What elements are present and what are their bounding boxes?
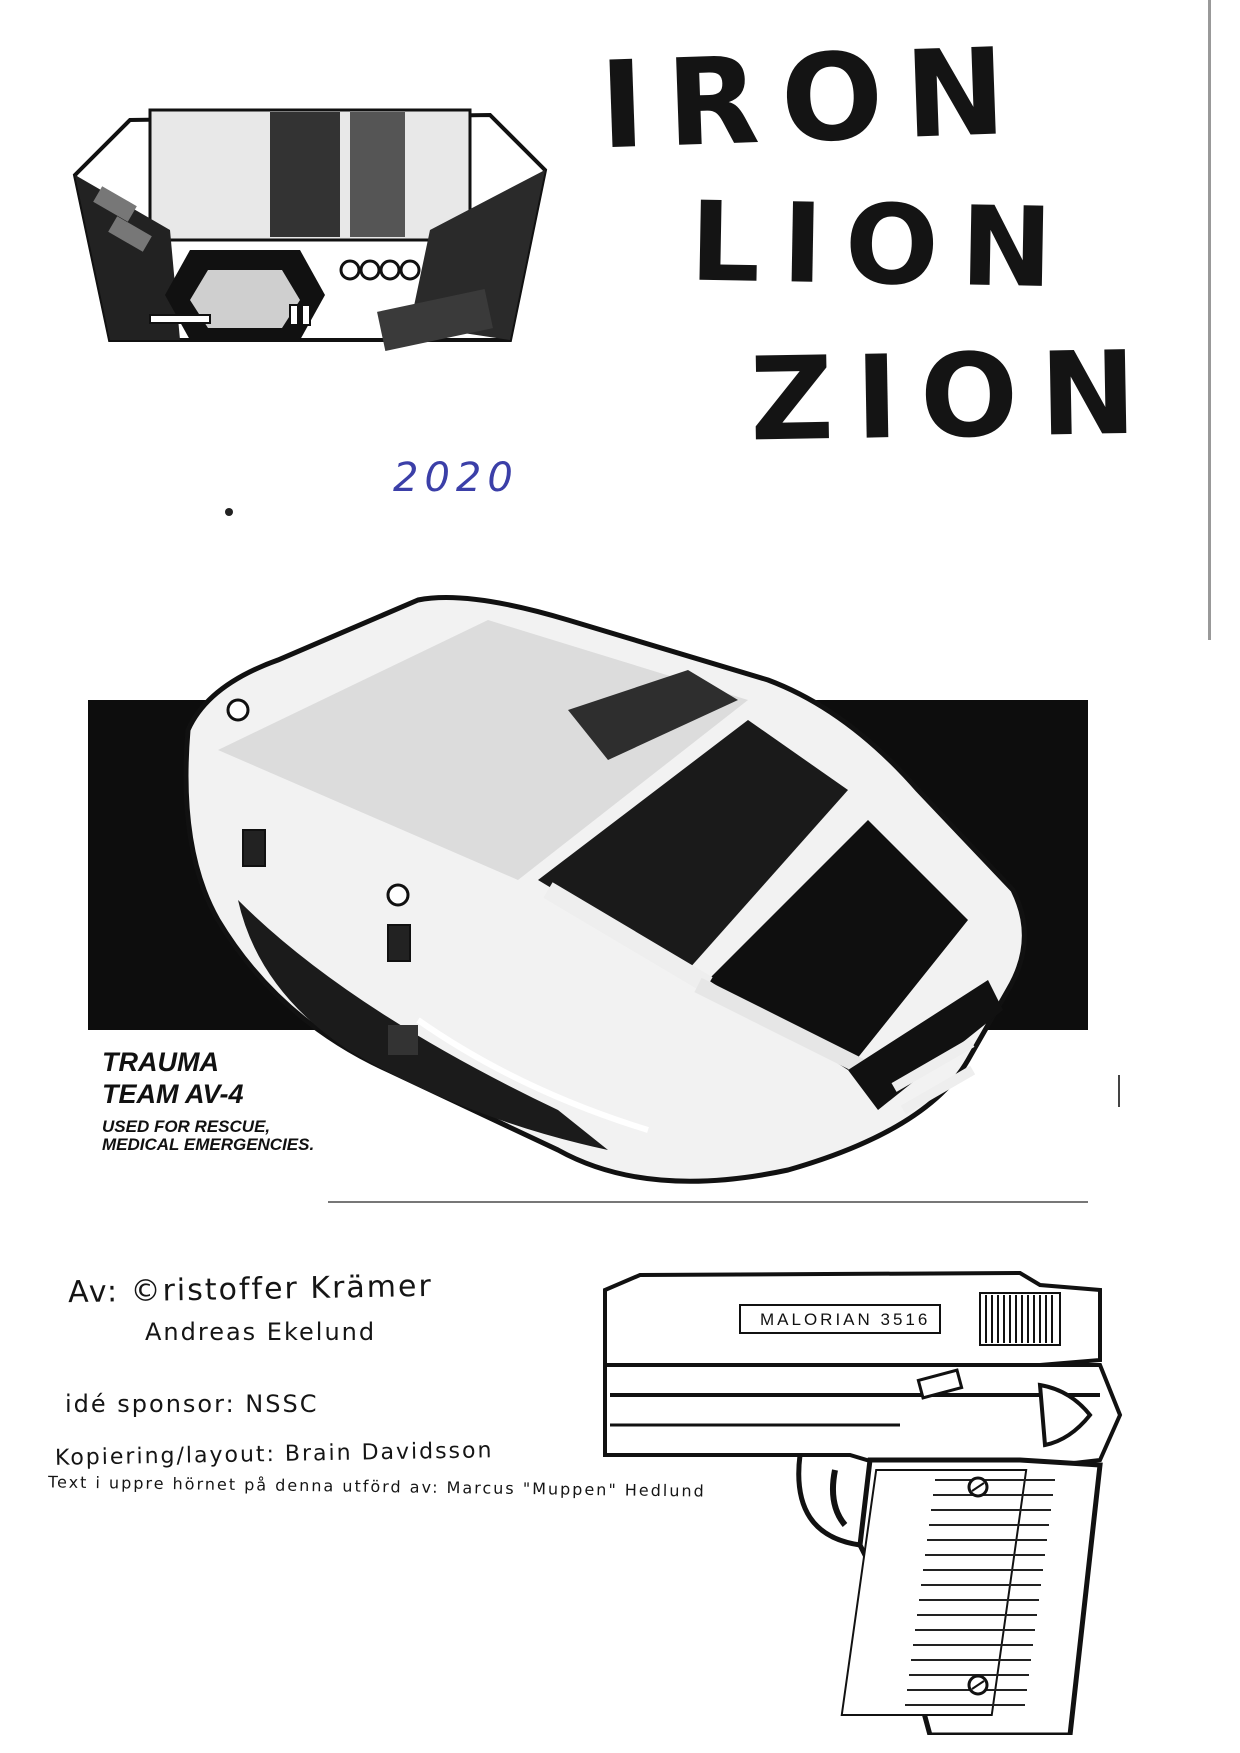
caption-line-2: TEAM AV-4 <box>102 1079 244 1109</box>
year-handwritten: 2020 <box>393 455 519 501</box>
pistol-illustration <box>600 1265 1160 1735</box>
ink-dot <box>225 508 233 516</box>
pistol-model-label: MALORIAN 3516 <box>760 1310 931 1329</box>
title-line-1: IRON <box>597 22 1030 177</box>
credits-text-author: Text i uppre hörnet på denna utförd av: Marcus "Muppen" Hedlund <box>47 1472 706 1501</box>
scan-edge-mark-2 <box>1118 1075 1120 1107</box>
caption-line-1: TRAUMA <box>102 1047 219 1077</box>
credits-sponsor: idé sponsor: NSSC <box>65 1390 319 1418</box>
title-line-2: LION <box>688 177 1076 313</box>
credits-authors: Av: ©ristoffer Krämer <box>67 1268 434 1311</box>
title-line-3: ZION <box>748 326 1160 468</box>
scan-edge-mark <box>1208 0 1211 640</box>
credits-author-2: Andreas Ekelund <box>145 1318 377 1346</box>
caption-description: USED FOR RESCUE, MEDICAL EMERGENCIES. <box>102 1117 315 1154</box>
vehicle-console-illustration <box>50 100 550 380</box>
credits-layout: Kopiering/layout: Brain Davidsson <box>54 1438 494 1471</box>
